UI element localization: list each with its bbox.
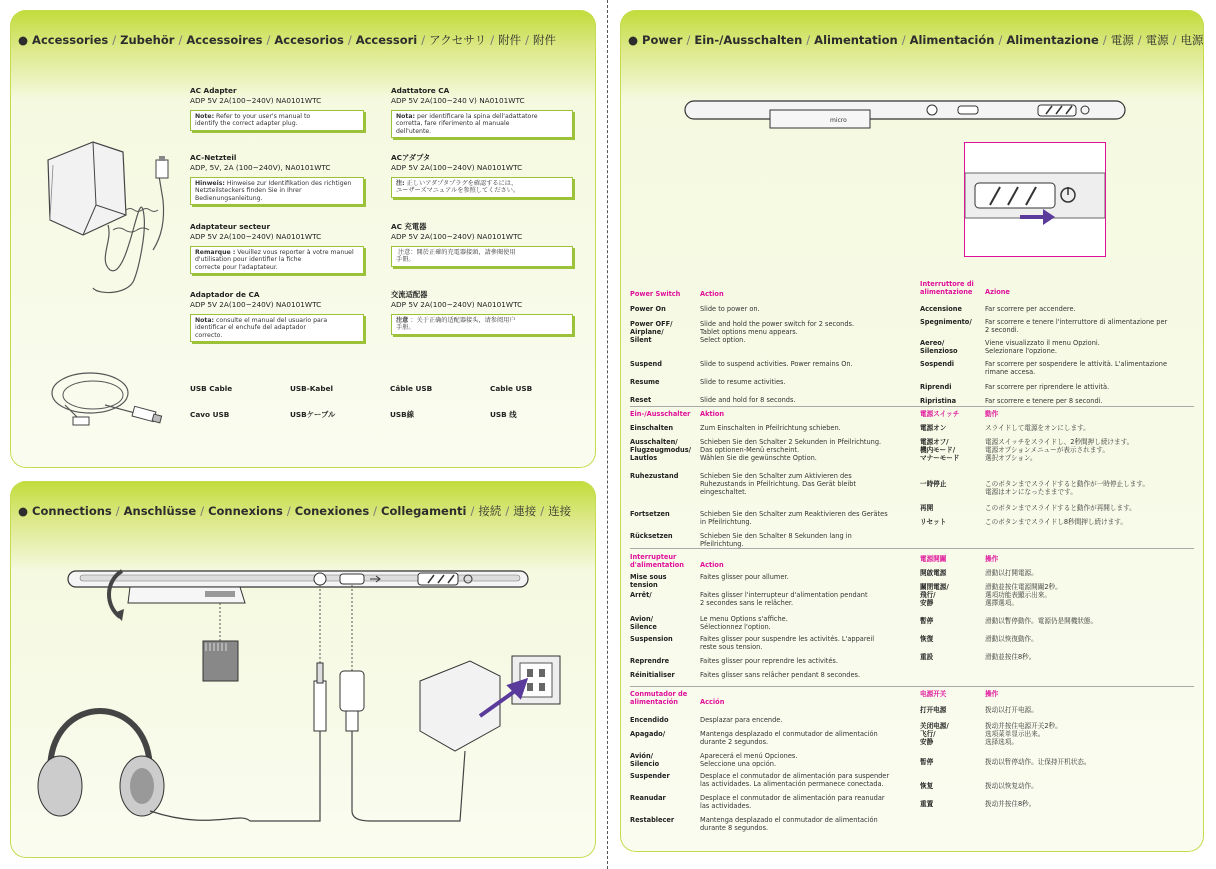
adapter-name: Adattatore CA: [391, 86, 450, 95]
power-row-key: Spegnimento/: [920, 318, 972, 326]
power-title: [628, 32, 1204, 48]
adapter-note-text: Veuillez vous reporter à votre manuel d'utilisation pour identifier la fiche correcte pour l'adaptateur.: [195, 249, 354, 271]
adapter-note-text: ：关于正确的适配器接头，请参阅用户 手册。: [396, 317, 516, 332]
adapter-name: ACアダプタ: [391, 153, 431, 162]
accessories-separator: /: [525, 33, 530, 47]
power-separator: /: [998, 33, 1003, 47]
accessories-title-3: Accesorios: [274, 33, 344, 47]
wall-adapter-icon: [420, 661, 500, 751]
power-row-key: Apagado/: [630, 730, 666, 738]
power-row-action: 拨动以暂停动作。让保持开机状态。: [985, 758, 1091, 766]
power-row-action: Slide to resume activities.: [700, 378, 786, 386]
power-row-key: Einschalten: [630, 424, 674, 432]
power-row-key: Suspend: [630, 360, 662, 368]
power-row-action: Desplace el conmutador de alimentación para reanudar las actividades.: [700, 794, 885, 811]
power-table-header-switch: Interrupteur d'alimentation: [630, 553, 684, 570]
power-row-action: このボタンまでスライドすると動作が再開します。: [985, 504, 1136, 512]
connections-title: [18, 503, 571, 519]
connections-panel: [10, 481, 596, 858]
adapter-note: [391, 110, 573, 138]
adapter-name: Adaptateur secteur: [190, 222, 271, 231]
usb-cable-icon: [45, 365, 170, 435]
adapter-note: [190, 314, 364, 342]
accessories-title-0: Accessories: [32, 33, 109, 47]
power-bullet: ●: [628, 33, 643, 47]
power-table-header-switch: Power Switch: [630, 290, 681, 298]
connections-title-2: Connexions: [208, 504, 283, 518]
power-row-action: Far scorrere per sospendere le attività. L'alimentazione rimane accesa.: [985, 360, 1168, 377]
connections-separator: /: [200, 504, 205, 518]
adapter-note-text: consulte el manual del usuario para identificar el enchufe del adaptador correcto.: [195, 317, 328, 339]
power-row-key: 暫停: [920, 617, 934, 625]
power-row-action: Faites glisser pour allumer.: [700, 573, 789, 581]
accessories-separator: /: [490, 33, 495, 47]
adapter-note: [190, 246, 364, 274]
power-row-key: Suspension: [630, 635, 673, 643]
power-row-key: 開啟電源: [920, 569, 947, 577]
power-row-key: Ripristina: [920, 397, 957, 405]
connections-separator: /: [540, 504, 545, 518]
adapter-note-label: Note:: [195, 113, 215, 120]
adapter-note-text: 注意：開於正確的充電器接頭，請參閱使用 手冊。: [396, 249, 516, 264]
power-row-key: Avion/ Silence: [630, 615, 657, 632]
power-row-key: 打开电源: [920, 706, 947, 714]
connections-bullet: ●: [18, 504, 33, 518]
power-row-action: Faites glisser sans relâcher pendant 8 secondes.: [700, 671, 861, 679]
power-table-it: [920, 280, 1210, 411]
connections-illustration: [10, 551, 596, 851]
connections-title-6: 連接: [513, 504, 537, 518]
power-table-ja: [920, 410, 1210, 532]
microsd-card-icon: [203, 641, 238, 681]
adapter-note: [391, 314, 573, 335]
power-row-key: Mise sous tension: [630, 573, 667, 590]
power-row-key: Resume: [630, 378, 660, 386]
power-row-action: Faites glisser l'interrupteur d'alimentation pendant 2 secondes sans le relâcher.: [700, 591, 868, 608]
power-row-action: 拨动以恢复动作。: [985, 782, 1038, 790]
power-row-key: 電源オン: [920, 424, 947, 432]
accessories-separator: /: [347, 33, 352, 47]
table-divider: [630, 686, 1194, 687]
power-title-1: Ein-/Ausschalten: [694, 33, 803, 47]
power-table-de: [630, 410, 920, 554]
power-row-key: 重置: [920, 800, 934, 808]
power-row-action: Far scorrere e tenere l'interruttore di alimentazione per 2 secondi.: [985, 318, 1168, 335]
power-row-action: 滑動並按住8秒。: [985, 653, 1036, 661]
usb-label: Cable USB: [490, 384, 533, 393]
connections-title-0: Connections: [32, 504, 112, 518]
power-row-key: Rücksetzen: [630, 532, 673, 540]
power-row-key: Arrêt/: [630, 591, 652, 599]
power-row-key: 暂停: [920, 758, 934, 766]
power-row-key: Réinitialiser: [630, 671, 675, 679]
power-row-action: Schieben Sie den Schalter 2 Sekunden in Pfeilrichtung. Das optionen-Menü erscheint. Wählen Sie die gewünschte Option.: [700, 438, 882, 463]
usb-label: Câble USB: [390, 384, 433, 393]
adapter-name: AC Adapter: [190, 86, 237, 95]
connections-title-5: 接続: [478, 504, 502, 518]
power-table-header-switch: 电源开关: [920, 690, 947, 698]
power-row-key: Suspender: [630, 772, 670, 780]
accessories-title-6: 附件: [498, 33, 522, 47]
adapter-name: AC 充電器: [391, 222, 427, 231]
accessories-title-1: Zubehör: [120, 33, 175, 47]
adapter-name: AC-Netzteil: [190, 153, 237, 162]
accessories-separator: /: [421, 33, 426, 47]
adapter-note: [391, 246, 573, 267]
power-row-action: Le menu Options s'affiche. Sélectionnez l'option.: [700, 615, 788, 632]
usb-label: Cavo USB: [190, 410, 230, 419]
power-row-key: 再開: [920, 504, 934, 512]
adapter-name: Adaptador de CA: [190, 290, 260, 299]
svg-text:micro: micro: [830, 117, 847, 124]
power-table-header-action: Acción: [700, 698, 725, 706]
table-divider: [630, 548, 1194, 549]
power-row-action: スライドして電源をオンにします。: [985, 424, 1090, 432]
power-separator: /: [1102, 33, 1107, 47]
accessories-title-2: Accessoires: [186, 33, 263, 47]
power-row-key: リセット: [920, 518, 947, 526]
adapter-note-text: 正しいアダプタプラグを確認するには、 ユーザーズマニュアルを参照してください。: [396, 180, 520, 195]
power-separator: /: [1172, 33, 1177, 47]
adapter-note-label: Hinweis:: [195, 180, 225, 187]
power-table-header-switch: Interruttore di alimentazione: [920, 280, 974, 297]
power-row-action: このボタンまでスライドすると動作が一時停止します。 電源はオンになったままです。: [985, 480, 1149, 497]
usb-label: USB-Kabel: [290, 384, 334, 393]
connections-title-7: 连接: [548, 504, 572, 518]
power-row-action: 拨动并按住8秒。: [985, 800, 1036, 808]
adapter-spec: ADP 5V 2A(100~240V) NA0101WTC: [391, 300, 523, 309]
power-row-action: Faites glisser pour suspendre les activités. L'appareil reste sous tension.: [700, 635, 875, 652]
usb-label: USB線: [390, 410, 415, 419]
power-row-action: Far scorrere per riprendere le attività.: [985, 383, 1110, 391]
power-row-key: Sospendi: [920, 360, 955, 368]
accessories-separator: /: [178, 33, 183, 47]
adapter-note: [190, 110, 364, 131]
adapter-note-text: Refer to your user's manual to identify the correct adapter plug.: [195, 113, 311, 128]
accessories-separator: /: [266, 33, 271, 47]
power-table-header-switch: Ein-/Ausschalter: [630, 410, 691, 418]
power-row-key: Ruhezustand: [630, 472, 679, 480]
accessories-title-4: Accessori: [355, 33, 418, 47]
power-row-action: Slide and hold for 8 seconds.: [700, 396, 796, 404]
power-row-key: Aereo/ Silenzioso: [920, 339, 958, 356]
power-separator: /: [806, 33, 811, 47]
power-row-key: Fortsetzen: [630, 510, 670, 518]
power-row-key: Power OFF/ Airplane/ Silent: [630, 320, 673, 345]
adapter-note: [190, 177, 364, 205]
adapter-note-label: Nota:: [195, 317, 215, 324]
power-row-action: Schieben Sie den Schalter 8 Sekunden lang in Pfeilrichtung.: [700, 532, 852, 549]
power-row-action: このボタンまでスライドし8秒間押し続けます。: [985, 518, 1127, 526]
power-row-action: 電源スイッチをスライドし、2秒間押し続けます。 電源オプションメニューが表示されます。 選択オプション。: [985, 438, 1134, 463]
power-row-key: Reprendre: [630, 657, 670, 665]
power-row-action: Mantenga desplazado el conmutador de alimentación durante 2 segundos.: [700, 730, 878, 747]
ac-adapter-icon: [38, 130, 198, 310]
power-title-7: 电源: [1180, 33, 1204, 47]
power-title-0: Power: [642, 33, 683, 47]
power-row-key: Avión/ Silencio: [630, 752, 660, 769]
power-table-zhcn: [920, 690, 1210, 814]
power-row-action: 滑動並按住電源開關2秒。 選項功能表顯示出來。 選擇選項。: [985, 583, 1062, 608]
power-table-zhtw: [920, 555, 1210, 667]
power-table-header-action: Action: [700, 561, 724, 569]
power-row-action: Far scorrere e tenere per 8 secondi.: [985, 397, 1103, 405]
accessories-bullet: ●: [18, 33, 33, 47]
accessories-title-5: アクセサリ: [429, 33, 487, 47]
power-row-action: Slide and hold the power switch for 2 seconds. Tablet options menu appears. Select option.: [700, 320, 855, 345]
adapter-note-label: Remarque :: [195, 249, 236, 256]
power-row-action: Slide to power on.: [700, 305, 760, 313]
power-row-key: 關閉電源/ 飛行/ 安靜: [920, 583, 949, 608]
power-row-action: Desplace el conmutador de alimentación para suspender las actividades. La alimentación permanece conectada.: [700, 772, 890, 789]
power-row-key: Ausschalten/ Flugzeugmodus/ Lautlos: [630, 438, 692, 463]
power-table-header-action: Azione: [985, 288, 1010, 296]
power-row-action: 滑動以打開電源。: [985, 569, 1038, 577]
connections-title-3: Conexiones: [294, 504, 370, 518]
usb-label: USB Cable: [190, 384, 233, 393]
adapter-spec: ADP 5V 2A(100~240V) NA0101WTC: [190, 96, 322, 105]
adapter-spec: ADP 5V 2A(100~240V) NA0101WTC: [190, 232, 322, 241]
power-row-key: Accensione: [920, 305, 962, 313]
power-table-header-switch: 電源スイッチ: [920, 410, 960, 418]
power-table-fr: [630, 553, 920, 685]
power-row-key: 恢复: [920, 782, 934, 790]
power-title-5: 電源: [1110, 33, 1134, 47]
power-row-action: Aparecerá el menú Opciones. Seleccione una opción.: [700, 752, 798, 769]
power-table-header-action: Aktion: [700, 410, 725, 418]
usb-label: USB 线: [490, 410, 517, 419]
power-row-key: Power On: [630, 305, 666, 313]
connections-separator: /: [373, 504, 378, 518]
power-row-action: Schieben Sie den Schalter zum Aktivieren des Ruhezustands in Pfeilrichtung. Das Gerät bleibt eingeschaltet.: [700, 472, 857, 497]
power-table-en: [630, 290, 920, 412]
adapter-note: [391, 177, 573, 198]
power-row-action: Zum Einschalten in Pfeilrichtung schieben.: [700, 424, 841, 432]
power-table-header-action: Action: [700, 290, 724, 298]
power-row-key: 一時停止: [920, 480, 947, 488]
power-row-action: Mantenga desplazado el conmutador de alimentación durante 8 segundos.: [700, 816, 878, 833]
fold-line: [607, 0, 608, 869]
adapter-spec: ADP, 5V, 2A (100~240V), NA0101WTC: [190, 163, 331, 172]
power-row-action: Far scorrere per accendere.: [985, 305, 1076, 313]
power-row-action: Slide to suspend activities. Power remains On.: [700, 360, 853, 368]
power-row-key: Encendido: [630, 716, 669, 724]
power-table-header-action: 操作: [985, 555, 999, 563]
usb-label: USBケーブル: [290, 410, 336, 419]
power-row-action: 滑動以暫停動作。電源仍是開機狀態。: [985, 617, 1098, 625]
power-row-key: Restablecer: [630, 816, 675, 824]
accessories-title-7: 附件: [533, 33, 557, 47]
connections-separator: /: [115, 504, 120, 518]
power-row-key: Reanudar: [630, 794, 666, 802]
power-table-es: [630, 690, 920, 838]
power-row-action: Schieben Sie den Schalter zum Reaktivieren des Gerätes in Pfeilrichtung.: [700, 510, 888, 527]
connections-title-4: Collegamenti: [381, 504, 467, 518]
connections-title-1: Anschlüsse: [123, 504, 197, 518]
connections-separator: /: [286, 504, 291, 518]
power-row-key: Riprendi: [920, 383, 952, 391]
power-row-key: Reset: [630, 396, 652, 404]
power-table-header-switch: 電源開關: [920, 555, 947, 563]
accessories-panel: [10, 10, 596, 468]
power-title-3: Alimentación: [909, 33, 995, 47]
power-title-6: 電源: [1145, 33, 1169, 47]
power-row-action: Desplazar para encende.: [700, 716, 783, 724]
power-row-key: 電源オフ/ 機内モード/ マナーモード: [920, 438, 960, 463]
power-row-action: 拨动以打开电源。: [985, 706, 1038, 714]
power-row-key: 关闭电源/ 飞行/ 安静: [920, 722, 949, 747]
power-separator: /: [901, 33, 906, 47]
power-table-header-switch: Conmutador de alimentación: [630, 690, 688, 707]
power-separator: /: [1137, 33, 1142, 47]
connections-separator: /: [470, 504, 475, 518]
power-separator: /: [686, 33, 691, 47]
power-row-action: Viene visualizzato il menu Opzioni. Selezionare l'opzione.: [985, 339, 1100, 356]
power-row-key: 重設: [920, 653, 934, 661]
power-table-header-action: 操作: [985, 690, 999, 698]
connections-separator: /: [505, 504, 510, 518]
adapter-note-label: 注:: [396, 180, 405, 187]
accessories-separator: /: [112, 33, 117, 47]
power-row-action: Faites glisser pour reprendre les activités.: [700, 657, 838, 665]
adapter-note-text: Hinweise zur Identifikation des richtigen Netzteilsteckers finden Sie in Ihrer Bedienungsanleitung.: [195, 180, 352, 202]
table-divider: [630, 406, 1194, 407]
accessories-title: [18, 32, 556, 48]
adapter-name: 交流适配器: [391, 290, 428, 299]
power-table-header-action: 動作: [985, 410, 999, 418]
adapter-spec: ADP 5V 2A(100~240 V) NA0101WTC: [391, 96, 525, 105]
power-row-action: 拨动并按住电源开关2秒。 选项菜单显示出来。 选择选项。: [985, 722, 1062, 747]
power-title-2: Alimentation: [814, 33, 898, 47]
adapter-note-label: 注意: [396, 317, 409, 324]
power-row-key: 恢復: [920, 635, 934, 643]
power-panel: [620, 10, 1204, 852]
adapter-spec: ADP 5V 2A(100~240V) NA0101WTC: [190, 300, 322, 309]
power-title-4: Alimentazione: [1006, 33, 1099, 47]
adapter-note-text: per identificare la spina dell'adattatore corretta, fare riferimento al manuale dell'utente.: [396, 113, 538, 135]
adapter-note-label: Nota:: [396, 113, 416, 120]
power-row-action: 滑動以恢復動作。: [985, 635, 1038, 643]
adapter-spec: ADP 5V 2A(100~240V) NA0101WTC: [391, 232, 523, 241]
adapter-spec: ADP 5V 2A(100~240V) NA0101WTC: [391, 163, 523, 172]
switch-zoom-box: [964, 142, 1106, 257]
